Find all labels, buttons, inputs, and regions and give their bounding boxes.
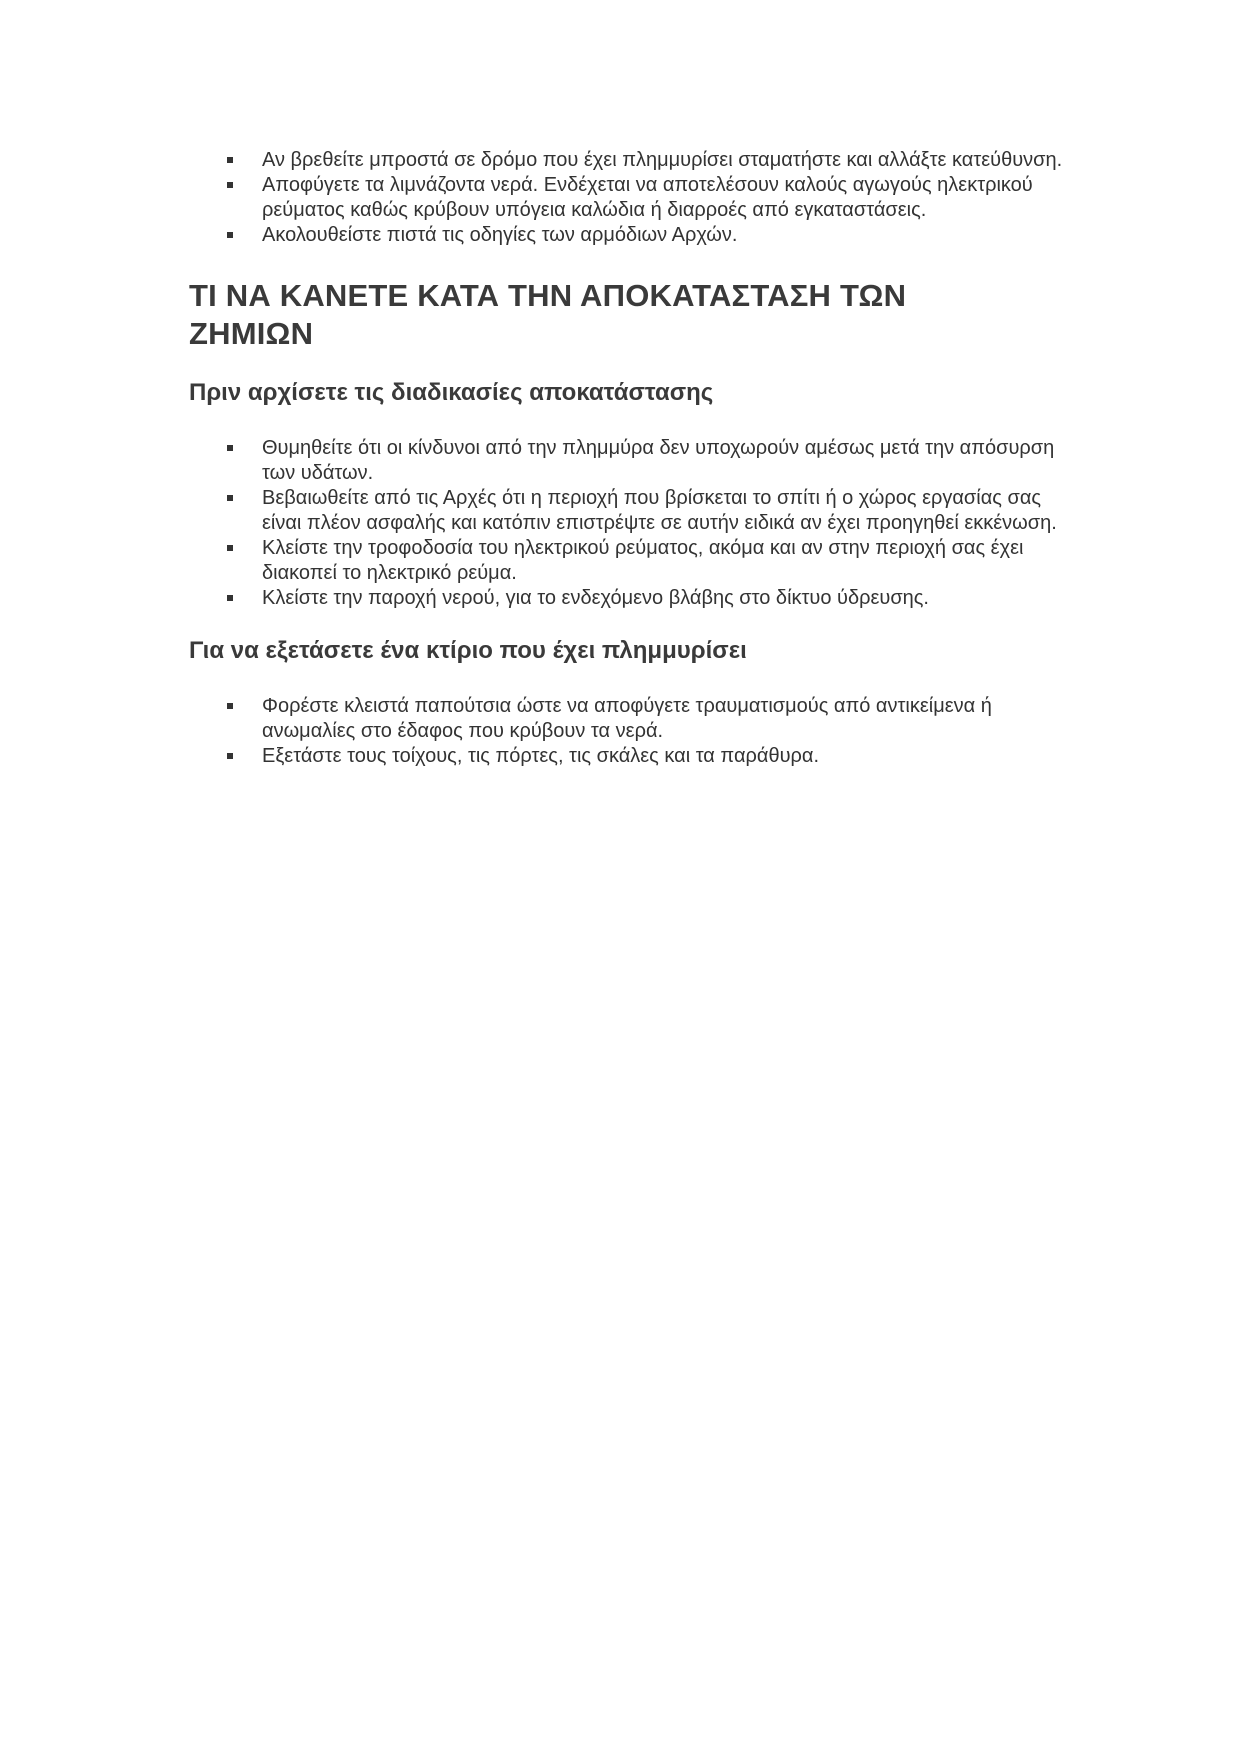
section-heading-line-2: ΖΗΜΙΩΝ (189, 316, 314, 351)
list-item (189, 173, 1069, 223)
subheading-examine-building: Για να εξετάσετε ένα κτίριο που έχει πλημμυρίσει (189, 637, 747, 664)
list-item (189, 486, 1069, 536)
list-item-text: Ακολουθείστε πιστά τις οδηγίες των αρμόδιων Αρχών. (262, 224, 738, 246)
intro-bullet-list (189, 148, 1069, 248)
square-bullet-icon (227, 495, 233, 501)
list-item-text: Βεβαιωθείτε από τις Αρχές ότι η περιοχή που βρίσκεται το σπίτι ή ο χώρος εργασίας σας είναι πλέον ασφαλής και κατόπιν επιστρέψτε σε αυτήν ειδικά αν έχει προηγηθεί εκκένωση. (262, 487, 1057, 534)
square-bullet-icon (227, 182, 233, 188)
list-item (189, 536, 1069, 586)
list-item (189, 223, 1069, 248)
list-item (189, 744, 1069, 769)
list-item (189, 436, 1069, 486)
examine-building-bullet-list (189, 694, 1069, 769)
list-item-text: Κλείστε την τροφοδοσία του ηλεκτρικού ρεύματος, ακόμα και αν στην περιοχή σας έχει διακοπεί το ηλεκτρικό ρεύμα. (262, 537, 1024, 584)
list-item-text: Φορέστε κλειστά παπούτσια ώστε να αποφύγετε τραυματισμούς από αντικείμενα ή ανωμαλίες στο έδαφος που κρύβουν τα νερά. (262, 695, 992, 742)
list-item-text: Αν βρεθείτε μπροστά σε δρόμο που έχει πλημμυρίσει σταματήστε και αλλάξτε κατεύθυνση. (262, 149, 1063, 171)
list-item (189, 148, 1069, 173)
square-bullet-icon (227, 545, 233, 551)
list-item (189, 586, 1069, 611)
square-bullet-icon (227, 753, 233, 759)
list-item-text: Εξετάστε τους τοίχους, τις πόρτες, τις σκάλες και τα παράθυρα. (262, 745, 820, 767)
subheading-before-restoration: Πριν αρχίσετε τις διαδικασίες αποκατάστασης (189, 379, 714, 406)
square-bullet-icon (227, 445, 233, 451)
before-restoration-bullet-list (189, 436, 1069, 611)
section-heading-restoration (189, 277, 1069, 353)
section-heading-line-1: ΤΙ ΝΑ ΚΑΝΕΤΕ ΚΑΤΑ ΤΗΝ ΑΠΟΚΑΤΑΣΤΑΣΗ ΤΩΝ (189, 278, 907, 313)
list-item (189, 694, 1069, 744)
square-bullet-icon (227, 157, 233, 163)
page-content (189, 148, 1069, 769)
square-bullet-icon (227, 595, 233, 601)
square-bullet-icon (227, 703, 233, 709)
list-item-text: Αποφύγετε τα λιμνάζοντα νερά. Ενδέχεται να αποτελέσουν καλούς αγωγούς ηλεκτρικού ρεύματος καθώς κρύβουν υπόγεια καλώδια ή διαρροές από εγκαταστάσεις. (262, 174, 1033, 221)
square-bullet-icon (227, 232, 233, 238)
list-item-text: Θυμηθείτε ότι οι κίνδυνοι από την πλημμύρα δεν υποχωρούν αμέσως μετά την απόσυρση των υδάτων. (262, 437, 1055, 484)
list-item-text: Κλείστε την παροχή νερού, για το ενδεχόμενο βλάβης στο δίκτυο ύδρευσης. (262, 587, 929, 609)
